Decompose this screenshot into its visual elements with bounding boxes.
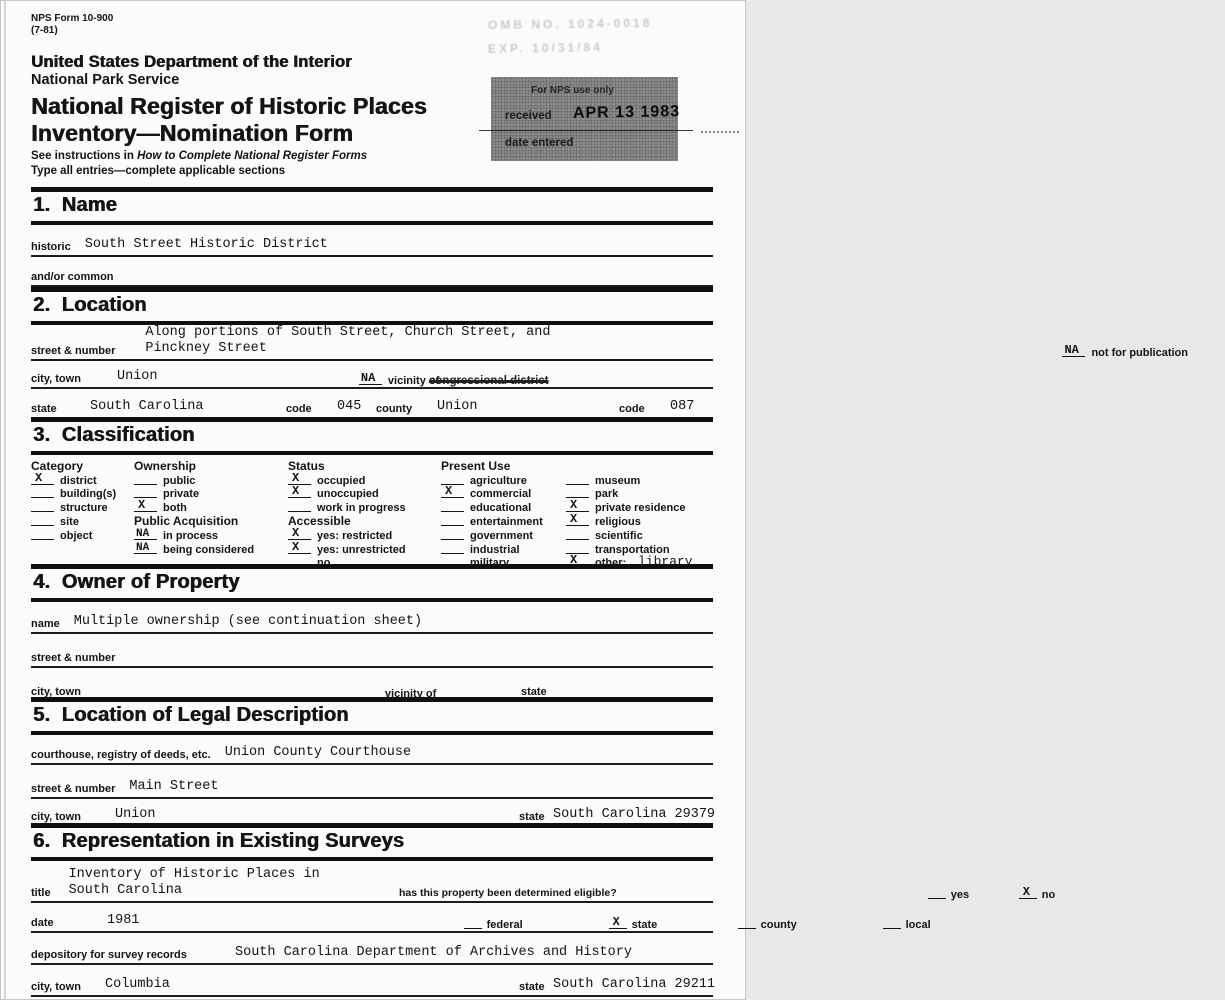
level-county-check	[738, 917, 808, 931]
field-legal-street	[31, 773, 713, 799]
nps-use-only-stamp-box	[491, 77, 681, 161]
checkbox-label: commercial	[470, 488, 532, 501]
present-use-column-2	[566, 459, 713, 569]
survey-state-label: state	[519, 981, 545, 993]
common-name-label: and/or common	[31, 271, 114, 283]
check-mark: X	[138, 498, 146, 513]
survey-state-value: South Carolina 29211	[553, 977, 716, 992]
category-column	[31, 459, 131, 542]
blank-line	[31, 539, 54, 540]
blank-line	[928, 898, 946, 899]
congressional-district-struck-text: congressional district	[429, 375, 549, 387]
section-classification-heading: 3. Classification	[31, 417, 713, 455]
local-label: local	[905, 919, 931, 931]
section-legal-description	[31, 697, 716, 827]
blank-line	[31, 484, 54, 485]
legal-state-value: South Carolina 29379	[553, 807, 716, 822]
owner-city-label: city, town	[31, 686, 81, 698]
checkbox-label: museum	[595, 474, 641, 487]
legal-street-label: street & number	[31, 783, 116, 795]
checkbox-government	[441, 528, 571, 542]
stamp-strike-dashes	[701, 131, 739, 133]
check-mark: X	[570, 511, 578, 526]
other-use-value: library	[638, 554, 693, 570]
eligible-no-check	[1019, 887, 1059, 901]
checkbox-private	[134, 487, 284, 501]
faded-omb-stamp-line2: EXP. 10/31/84	[487, 40, 603, 56]
blank-line	[441, 525, 464, 526]
checkbox-label: unoccupied	[317, 488, 379, 501]
blank-line	[441, 539, 464, 540]
checkbox-both	[134, 500, 284, 514]
checkbox-label: structure	[60, 502, 108, 515]
blank-line	[31, 511, 54, 512]
agency-title: National Park Service	[31, 72, 180, 88]
checkbox-label: government	[470, 529, 533, 542]
form-revision: (7-81)	[31, 25, 58, 36]
checkbox-label: educational	[470, 502, 532, 515]
checkbox-being-considered	[134, 542, 284, 556]
blank-line	[31, 497, 54, 498]
vicinity-of-label: vicinity of	[387, 375, 440, 387]
checkbox-label: building(s)	[60, 488, 117, 501]
state-level-label: state	[631, 919, 658, 931]
not-for-publication-check	[1062, 345, 1225, 359]
received-date-stamp: APR 13 1983	[572, 103, 681, 122]
checkbox-yes-restricted	[288, 525, 438, 542]
present-use-title: Present Use	[441, 459, 511, 473]
check-mark: X	[292, 525, 300, 540]
blank-line	[134, 539, 157, 540]
checkbox-label: work in progress	[317, 502, 406, 515]
blank-line	[441, 553, 464, 554]
field-courthouse	[31, 741, 713, 765]
county-value: Union	[437, 399, 478, 414]
blank-line	[31, 525, 54, 526]
check-mark: X	[35, 470, 43, 485]
blank-line	[464, 928, 482, 929]
checkbox-label: no	[317, 557, 331, 570]
street-number-value	[145, 325, 550, 359]
field-survey-date	[31, 907, 931, 933]
ownership-column	[134, 459, 284, 556]
check-mark: X	[292, 539, 300, 554]
eligible-question: has this property been determined eligible?	[399, 887, 617, 899]
street-value-line1: Along portions of South Street, Church Street, and	[145, 325, 551, 340]
checkbox-label: military	[470, 557, 510, 570]
street-value-line2: Pinckney Street	[145, 341, 267, 356]
checkbox-label: entertainment	[470, 515, 543, 528]
department-title: United States Department of the Interior	[31, 53, 352, 71]
instructions-manual-title: How to Complete National Register Forms	[137, 150, 368, 162]
checkbox-structure	[31, 500, 131, 514]
section-classification	[31, 417, 713, 570]
section-location	[31, 287, 1188, 419]
county-code-label: code	[619, 403, 645, 415]
form-number-block	[31, 13, 113, 37]
checkbox-commercial	[441, 484, 571, 501]
instructions-line1	[31, 150, 367, 162]
field-historic	[31, 229, 713, 257]
courthouse-label: courthouse, registry of deeds, etc.	[31, 749, 211, 761]
blank-line	[134, 511, 157, 512]
checkbox-label: agriculture	[470, 474, 527, 487]
survey-title-value	[69, 867, 320, 901]
checkbox-occupied	[288, 470, 438, 487]
received-label: received	[505, 110, 552, 122]
legal-street-value: Main Street	[129, 779, 219, 794]
checkbox-site	[31, 514, 131, 528]
field-owner-street	[31, 642, 713, 668]
section-surveys-heading: 6. Representation in Existing Surveys	[31, 823, 713, 861]
check-mark: X	[1022, 885, 1030, 899]
present-use-column	[441, 459, 571, 569]
checkbox-object	[31, 528, 131, 542]
county-label: county	[376, 403, 413, 415]
instructions-prefix: See instructions in	[31, 150, 138, 162]
checkbox-label: park	[595, 488, 619, 501]
checkbox-label: private	[163, 488, 200, 501]
check-mark: X	[570, 498, 578, 513]
survey-title-line2: South Carolina	[68, 883, 182, 898]
checkbox-park	[566, 487, 713, 501]
section-location-heading: 2. Location	[31, 287, 713, 325]
checkbox-work-in-progress	[288, 500, 438, 514]
blank-line	[609, 928, 627, 929]
checkbox-label: object	[60, 529, 93, 542]
status-title: Status	[288, 459, 325, 473]
blank-line	[441, 497, 464, 498]
legal-state-label: state	[519, 811, 545, 823]
blank-line	[288, 553, 311, 554]
field-depository	[31, 939, 713, 965]
check-mark: X	[612, 915, 620, 929]
no-label: no	[1041, 889, 1056, 901]
vicinity-of-label: vicinity of	[384, 688, 437, 700]
ownership-title: Ownership	[134, 459, 197, 473]
blank-line	[1019, 898, 1037, 899]
nps-use-only-label: For NPS use only	[531, 85, 614, 96]
check-mark: X	[292, 470, 300, 485]
yes-label: yes	[950, 889, 970, 901]
stamp-strike-line	[479, 130, 693, 131]
legal-city-label: city, town	[31, 811, 81, 823]
section-legal-heading: 5. Location of Legal Description	[31, 697, 713, 735]
state-label: state	[31, 403, 57, 415]
status-column	[288, 459, 438, 569]
field-city-town	[31, 365, 713, 389]
checkbox-label: site	[60, 515, 79, 528]
na-mark: NA	[1064, 343, 1079, 357]
checkbox-label: yes: restricted	[317, 529, 393, 542]
checkbox-entertainment	[441, 514, 571, 528]
blank-line	[883, 928, 901, 929]
checkbox-label: public	[163, 474, 196, 487]
checkbox-religious	[566, 511, 713, 528]
survey-title-line1: Inventory of Historic Places in	[68, 867, 320, 882]
historic-value: South Street Historic District	[84, 237, 328, 252]
blank-line	[359, 384, 382, 385]
checkbox-label: district	[60, 474, 97, 487]
survey-date-label: date	[31, 917, 54, 929]
na-mark: NA	[360, 371, 376, 385]
checkbox-agriculture	[441, 473, 571, 487]
blank-line	[566, 525, 589, 526]
checkbox-buildings	[31, 487, 131, 501]
checkbox-yes-unrestricted	[288, 539, 438, 556]
checkbox-label: private residence	[595, 502, 686, 515]
level-state-check	[609, 917, 671, 931]
checkbox-label: occupied	[317, 474, 366, 487]
blank-line	[288, 511, 311, 512]
category-title: Category	[31, 459, 84, 473]
level-local-check	[883, 917, 940, 931]
blank-line	[134, 553, 157, 554]
depository-value: South Carolina Department of Archives and History	[235, 945, 632, 960]
federal-label: federal	[486, 919, 523, 931]
instructions-line2: Type all entries—complete applicable sections	[31, 165, 286, 177]
state-code-value: 045	[337, 399, 362, 414]
blank-line	[134, 484, 157, 485]
eligible-yes-check	[928, 887, 972, 901]
check-mark: X	[292, 484, 300, 499]
checkbox-label: yes: unrestricted	[317, 543, 406, 556]
faded-omb-stamp-line1: OMB NO. 1024-0018	[487, 15, 653, 33]
county-level-label: county	[760, 919, 797, 931]
checkbox-educational	[441, 500, 571, 514]
checkbox-label: both	[163, 502, 187, 515]
state-value: South Carolina	[90, 399, 204, 414]
section-owner-heading: 4. Owner of Property	[31, 564, 713, 602]
checkbox-label: in process	[163, 529, 219, 542]
check-mark: X	[445, 484, 453, 499]
date-entered-label: date entered	[505, 137, 574, 149]
public-acquisition-title: Public Acquisition	[134, 514, 239, 529]
street-number-label: street & number	[31, 345, 116, 357]
survey-title-label: title	[31, 887, 51, 899]
checkbox-label: religious	[595, 515, 641, 528]
courthouse-value: Union County Courthouse	[224, 745, 412, 760]
checkbox-label: transportation	[595, 543, 670, 556]
section-owner	[31, 564, 713, 702]
check-mark: X	[570, 553, 578, 568]
checkbox-district	[31, 470, 131, 487]
checkbox-label: industrial	[470, 543, 520, 556]
checkbox-label: other:	[595, 557, 627, 570]
section-name	[31, 187, 713, 287]
owner-name-label: name	[31, 618, 60, 630]
form-title-line1: National Register of Historic Places	[31, 93, 427, 119]
blank-line	[288, 497, 311, 498]
field-state-county	[31, 391, 713, 419]
owner-state-label: state	[521, 686, 547, 698]
na-mark: NA	[136, 527, 150, 540]
section-surveys	[31, 823, 1056, 997]
field-survey-title	[31, 865, 1056, 903]
checkbox-label: scientific	[595, 529, 643, 542]
checkbox-museum	[566, 473, 713, 487]
form-title-line2: Inventory—Nomination Form	[31, 120, 353, 146]
field-owner-name	[31, 608, 713, 634]
survey-date-value: 1981	[107, 913, 140, 928]
city-town-value: Union	[117, 369, 158, 384]
owner-name-value: Multiple ownership (see continuation sheet)	[73, 614, 423, 629]
checkbox-label: being considered	[163, 543, 255, 556]
checkbox-unoccupied	[288, 484, 438, 501]
accessible-title: Accessible	[288, 514, 351, 529]
na-mark: NA	[136, 541, 150, 554]
section-name-heading: 1. Name	[31, 187, 713, 225]
level-federal-check	[464, 917, 536, 931]
county-code-value: 087	[670, 399, 695, 414]
blank-line	[566, 539, 589, 540]
blank-line	[1062, 356, 1085, 357]
historic-label: historic	[31, 241, 71, 253]
blank-line	[566, 484, 589, 485]
survey-city-value: Columbia	[105, 977, 170, 992]
scan-edge-artifact	[4, 1, 6, 999]
field-street-number	[31, 325, 1188, 361]
survey-city-label: city, town	[31, 981, 81, 993]
depository-label: depository for survey records	[31, 949, 187, 961]
form-number: NPS Form 10-900	[31, 13, 114, 24]
checkbox-in-process	[134, 528, 284, 542]
field-common-name	[31, 265, 713, 287]
checkbox-industrial	[441, 542, 571, 556]
classification-grid	[31, 459, 713, 570]
not-for-publication-label: not for publication	[1091, 347, 1188, 359]
checkbox-scientific	[566, 528, 713, 542]
owner-street-label: street & number	[31, 652, 116, 664]
field-survey-city	[31, 971, 716, 997]
checkbox-public	[134, 473, 284, 487]
checkbox-private-residence	[566, 500, 713, 514]
blank-line	[738, 928, 756, 929]
city-town-label: city, town	[31, 373, 81, 385]
blank-line	[441, 511, 464, 512]
legal-city-value: Union	[115, 807, 156, 822]
code-label: code	[286, 403, 312, 415]
